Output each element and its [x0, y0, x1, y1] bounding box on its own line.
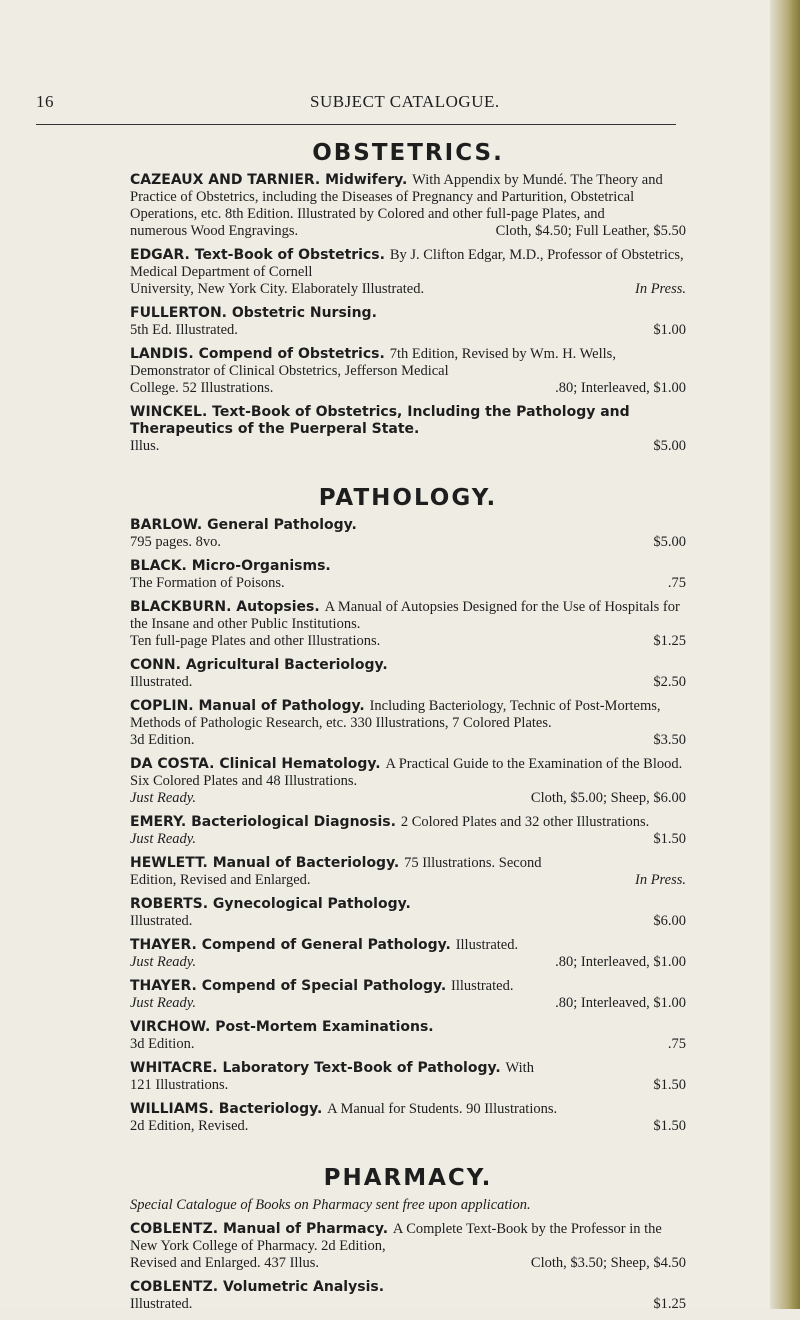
entry-edition: The Formation of Poisons. — [130, 575, 285, 591]
entry-title: Manual of Bacteriology. — [212, 855, 405, 871]
section-heading: OBSTETRICS. — [312, 140, 504, 166]
entry-description: Including Bacteriology, Technic of Post-Mortems, Methods of Pathologic Research, etc. 330 Illustrations, 7 Colored Plates. — [130, 698, 661, 731]
entry-description: Illustrated. — [455, 937, 519, 953]
pharmacy-notice: Special Catalogue of Books on Pharmacy sent free upon application. — [130, 1197, 531, 1213]
entry-edition: 3d Edition. — [130, 1036, 195, 1052]
entry-edition: Illustrated. — [130, 913, 193, 929]
entry-price: In Press. — [634, 872, 686, 888]
entry-title: Compend of Special Pathology. — [201, 978, 452, 994]
entry-price-line — [130, 1036, 686, 1053]
entry-price-line — [130, 674, 686, 691]
entry-title: Manual of Pharmacy. — [222, 1221, 393, 1237]
entry-price: .80; Interleaved, $1.00 — [555, 380, 686, 396]
entry-price-line — [130, 575, 686, 592]
entry-price: $6.00 — [653, 913, 686, 929]
entry-title: General Pathology. — [207, 517, 357, 533]
entry-price-line — [130, 223, 686, 240]
entry-price: $5.00 — [653, 438, 686, 454]
entry-price-line — [130, 954, 686, 971]
catalogue-entry — [130, 1279, 686, 1313]
entry-description: 75 Illustrations. Second — [404, 855, 542, 871]
entry-edition: Just Ready. — [130, 954, 197, 970]
entry-author: HEWLETT. — [130, 855, 213, 871]
entry-price: $1.50 — [653, 1118, 686, 1134]
entry-price: In Press. — [634, 281, 686, 297]
entry-price: Cloth, $5.00; Sheep, $6.00 — [530, 790, 686, 806]
entry-author: BLACKBURN. — [130, 599, 237, 615]
catalogue-entry — [130, 558, 686, 592]
entry-edition: Illustrated. — [130, 1296, 193, 1312]
entry-price-line — [130, 1255, 686, 1272]
entry-price: $1.00 — [653, 322, 686, 338]
entry-author: CAZEAUX AND TARNIER. — [130, 172, 326, 188]
catalogue-entry — [130, 305, 686, 339]
entry-price: $3.50 — [653, 732, 686, 748]
entry-price-line — [130, 1077, 686, 1094]
catalogue-entry — [130, 404, 686, 455]
entry-price: $5.00 — [653, 534, 686, 550]
entry-author: WHITACRE. — [130, 1060, 223, 1076]
entry-title: Bacteriology. — [218, 1101, 328, 1117]
entry-price: Cloth, $3.50; Sheep, $4.50 — [530, 1255, 686, 1271]
entry-edition: 3d Edition. — [130, 732, 195, 748]
entry-description: 2 Colored Plates and 32 other Illustrations. — [400, 814, 650, 830]
entry-price-line — [130, 872, 686, 889]
entry-title: Obstetric Nursing. — [231, 305, 377, 321]
page-edge — [770, 0, 800, 1309]
entry-author: ROBERTS. — [130, 896, 213, 912]
entry-price-line — [130, 534, 686, 551]
entry-title: Post-Mortem Examinations. — [215, 1019, 434, 1035]
entry-edition: University, New York City. Elaborately Illustrated. — [130, 281, 425, 297]
entry-author: EDGAR. — [130, 247, 195, 263]
catalogue-entry — [130, 1019, 686, 1053]
entry-description: With — [505, 1060, 534, 1076]
entry-price: Cloth, $4.50; Full Leather, $5.50 — [495, 223, 686, 239]
catalogue-entry — [130, 172, 686, 240]
entry-price: $1.50 — [653, 831, 686, 847]
entry-title: Compend of Obstetrics. — [198, 346, 390, 362]
entry-author: VIRCHOW. — [130, 1019, 216, 1035]
entry-price: $1.50 — [653, 1077, 686, 1093]
catalogue-entry — [130, 346, 686, 397]
entry-description: A Practical Guide to the Examination of the Blood. Six Colored Plates and 48 Illustrations. — [130, 756, 683, 789]
entry-price-line — [130, 732, 686, 749]
entry-author: COBLENTZ. — [130, 1279, 223, 1295]
entry-price-line — [130, 322, 686, 339]
entry-description: A Complete Text-Book by the Professor in the New York College of Pharmacy. 2d Edition, — [130, 1221, 662, 1254]
entry-edition: Just Ready. — [130, 790, 197, 806]
entry-title: Micro-Organisms. — [191, 558, 331, 574]
entry-list — [130, 1221, 686, 1313]
entry-price-line — [130, 913, 686, 930]
entry-author: CONN. — [130, 657, 186, 673]
catalogue-entry — [130, 698, 686, 749]
entry-author: LANDIS. — [130, 346, 199, 362]
catalogue-entry — [130, 978, 686, 1012]
entry-author: WINCKEL. — [130, 404, 213, 420]
entry-edition: 5th Ed. Illustrated. — [130, 322, 238, 338]
entry-edition: 795 pages. 8vo. — [130, 534, 222, 550]
entry-price: .80; Interleaved, $1.00 — [555, 954, 686, 970]
entry-author: COBLENTZ. — [130, 1221, 223, 1237]
entry-edition: numerous Wood Engravings. — [130, 223, 299, 239]
entry-edition: Ten full-page Plates and other Illustrations. — [130, 633, 381, 649]
pathology-section — [130, 485, 686, 1135]
entry-title: Volumetric Analysis. — [222, 1279, 385, 1295]
entry-author: BARLOW. — [130, 517, 208, 533]
entry-list — [130, 172, 686, 455]
entry-price: $2.50 — [653, 674, 686, 690]
entry-edition: 121 Illustrations. — [130, 1077, 229, 1093]
entry-edition: Just Ready. — [130, 995, 197, 1011]
entry-description: Illustrated. — [451, 978, 514, 994]
catalogue-entry — [130, 1060, 686, 1094]
header-rule — [36, 124, 676, 125]
catalogue-entry — [130, 937, 686, 971]
entry-title: Midwifery. — [325, 172, 413, 188]
running-head-title: SUBJECT CATALOGUE. — [310, 92, 500, 111]
entry-author: WILLIAMS. — [130, 1101, 219, 1117]
entry-price-line — [130, 995, 686, 1012]
entry-edition: Illus. — [130, 438, 160, 454]
entry-description: A Manual for Students. 90 Illustrations. — [327, 1101, 558, 1117]
catalogue-entry — [130, 756, 686, 807]
entry-edition: Illustrated. — [130, 674, 193, 690]
catalogue-entry — [130, 896, 686, 930]
entry-author: FULLERTON. — [130, 305, 232, 321]
entry-title: Gynecological Pathology. — [212, 896, 411, 912]
entry-description: With Appendix by Mundé. The Theory and Practice of Obstetrics, including the Diseases of Pregnancy and Parturition, Obstetrical Operations, etc. 8th Edition. Illustrated by Colored and other full-page Plates, and — [130, 172, 663, 222]
catalogue-entry — [130, 247, 686, 298]
pharmacy-section — [130, 1165, 686, 1313]
entry-price: .75 — [667, 1036, 686, 1052]
entry-list — [130, 517, 686, 1135]
entry-title: Text-Book of Obstetrics, Including the Pathology and Therapeutics of the Puerperal State. — [130, 404, 630, 437]
entry-title: Bacteriological Diagnosis. — [191, 814, 401, 830]
catalogue-entry — [130, 599, 686, 650]
entry-price-line — [130, 438, 686, 455]
entry-author: COPLIN. — [130, 698, 199, 714]
catalogue-entry — [130, 1221, 686, 1272]
entry-price: .80; Interleaved, $1.00 — [555, 995, 686, 1011]
entry-price: $1.25 — [653, 633, 686, 649]
catalogue-entry — [130, 814, 686, 848]
catalogue-entry — [130, 855, 686, 889]
entry-title: Agricultural Bacteriology. — [185, 657, 388, 673]
running-head — [36, 92, 676, 114]
entry-author: THAYER. — [130, 978, 202, 994]
entry-title: Clinical Hematology. — [219, 756, 386, 772]
entry-edition: Just Ready. — [130, 831, 197, 847]
obstetrics-section — [130, 140, 686, 455]
entry-edition: 2d Edition, Revised. — [130, 1118, 249, 1134]
entry-price: .75 — [667, 575, 686, 591]
entry-author: EMERY. — [130, 814, 192, 830]
entry-price-line — [130, 790, 686, 807]
entry-price-line — [130, 281, 686, 298]
entry-edition: Edition, Revised and Enlarged. — [130, 872, 311, 888]
entry-edition: Revised and Enlarged. 437 Illus. — [130, 1255, 320, 1271]
entry-title: Compend of General Pathology. — [201, 937, 456, 953]
entry-author: THAYER. — [130, 937, 202, 953]
entry-edition: College. 52 Illustrations. — [130, 380, 274, 396]
page-number: 16 — [36, 92, 54, 111]
entry-description: 7th Edition, Revised by Wm. H. Wells, Demonstrator of Clinical Obstetrics, Jefferson Medical — [130, 346, 616, 379]
entry-price-line — [130, 380, 686, 397]
entry-author: BLACK. — [130, 558, 192, 574]
catalogue-entry — [130, 1101, 686, 1135]
entry-price-line — [130, 633, 686, 650]
catalogue-content — [130, 140, 686, 1320]
entry-description: By J. Clifton Edgar, M.D., Professor of Obstetrics, Medical Department of Cornell — [130, 247, 684, 280]
entry-author: DA COSTA. — [130, 756, 220, 772]
section-heading: PHARMACY. — [323, 1165, 493, 1191]
catalogue-entry — [130, 517, 686, 551]
entry-price-line — [130, 1118, 686, 1135]
entry-description: A Manual of Autopsies Designed for the Use of Hospitals for the Insane and other Public Institutions. — [130, 599, 680, 632]
entry-title: Autopsies. — [236, 599, 325, 615]
entry-price-line — [130, 1296, 686, 1313]
section-heading: PATHOLOGY. — [318, 485, 498, 511]
catalogue-entry — [130, 657, 686, 691]
entry-title: Laboratory Text-Book of Pathology. — [222, 1060, 506, 1076]
entry-price: $1.25 — [653, 1296, 686, 1312]
entry-price-line — [130, 831, 686, 848]
entry-title: Manual of Pathology. — [198, 698, 370, 714]
entry-title: Text-Book of Obstetrics. — [194, 247, 390, 263]
